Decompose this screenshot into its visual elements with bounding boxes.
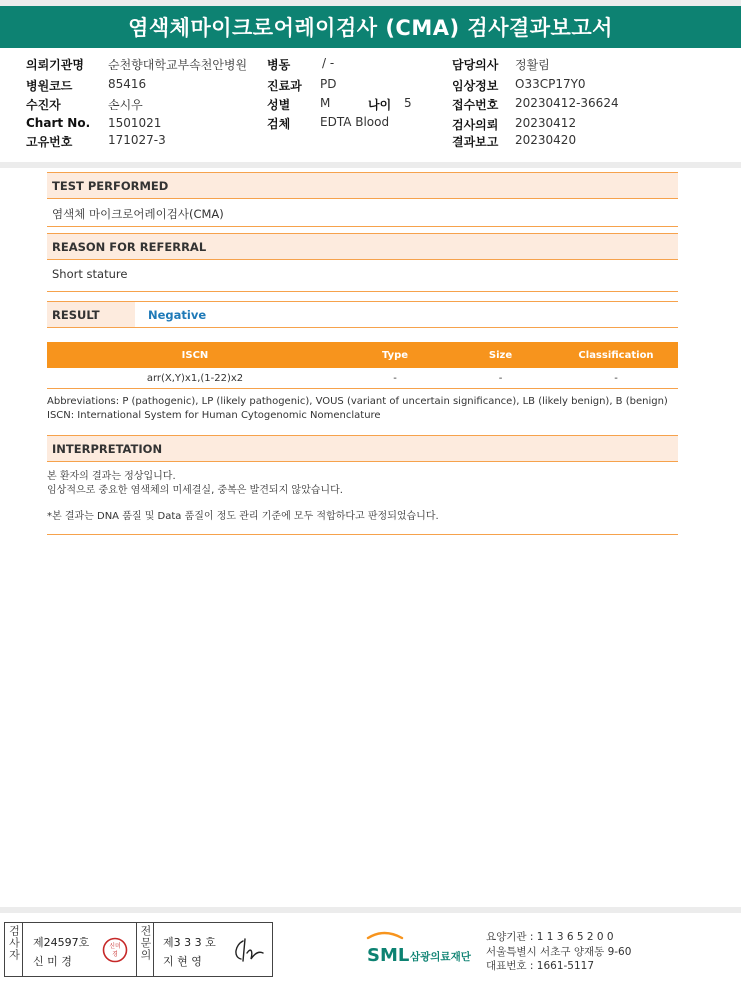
ward-label: 병동 xyxy=(267,58,291,72)
institution-phone: 대표번호 : 1661-5117 xyxy=(486,960,595,972)
report-title: 염색체마이크로어레이검사 (CMA) 검사결과보고서 xyxy=(128,16,613,40)
sml-logo xyxy=(364,930,484,970)
patient-info xyxy=(0,52,741,152)
examiner-name: 신 미 경 xyxy=(33,955,72,968)
result-label: RESULT xyxy=(47,302,135,327)
age-value: 5 xyxy=(404,96,412,110)
specimen-value: EDTA Blood xyxy=(320,115,390,129)
institution-address: 서울특별시 서초구 양재동 9-60 xyxy=(486,945,632,958)
abbreviations-line: Abbreviations: P (pathogenic), LP (likely pathogenic), VOUS (variant of uncertain significance), LB (likely benign), B (benign) xyxy=(47,396,668,407)
report-title-bar xyxy=(0,6,741,48)
handwritten-signature xyxy=(229,935,269,965)
referral-heading xyxy=(47,233,678,260)
classification-cell: - xyxy=(614,373,618,384)
logo-sml-text: SML xyxy=(367,945,410,966)
interpretation-heading xyxy=(47,435,678,462)
specimen-label: 검체 xyxy=(267,117,291,131)
section-divider xyxy=(47,291,678,292)
signature-box xyxy=(4,922,273,977)
institution-code: 요양기관 : 1 1 3 6 5 2 0 0 xyxy=(486,931,614,943)
logo-foundation-text: 삼광의료재단 xyxy=(410,951,471,963)
size-cell: - xyxy=(498,373,503,384)
referral-text: Short stature xyxy=(52,267,128,281)
hospital-label: 의뢰기관명 xyxy=(26,58,84,72)
unique-value: 171027-3 xyxy=(108,133,166,147)
abbreviations xyxy=(47,395,687,423)
chart-label: Chart No. xyxy=(26,116,91,130)
iscn-header-classification: Classification xyxy=(578,349,654,361)
unique-label: 고유번호 xyxy=(26,135,73,149)
section-divider xyxy=(47,534,678,535)
receipt-label: 접수번호 xyxy=(452,98,499,112)
test-performed-text: 염색체 마이크로어레이검사(CMA) xyxy=(52,207,224,221)
code-label: 병원코드 xyxy=(26,79,73,93)
receipt-value: 20230412-36624 xyxy=(515,96,619,110)
chart-value: 1501021 xyxy=(108,116,162,130)
iscn-table-header xyxy=(47,342,678,368)
section-divider xyxy=(47,226,678,227)
test-performed-heading xyxy=(47,172,678,199)
referral-title: REASON FOR REFERRAL xyxy=(52,239,207,254)
iscn-definition-line: ISCN: International System for Human Cytogenomic Nomenclature xyxy=(47,410,381,421)
examiner-license: 제24597호 xyxy=(33,936,90,949)
seal-text-bottom: 경 xyxy=(112,951,118,958)
iscn-header-type: Type xyxy=(381,349,409,361)
interpretation-line: 임상적으로 중요한 염색체의 미세결실, 중복은 발견되지 않았습니다. xyxy=(47,485,343,496)
quality-note: *본 결과는 DNA 품질 및 Data 품질이 정도 관리 기준에 모두 적합하다고 판정되었습니다. xyxy=(47,511,439,522)
table-row xyxy=(47,369,678,389)
sex-value: M xyxy=(320,96,331,110)
examinee-value: 손시우 xyxy=(108,98,143,112)
type-cell: - xyxy=(393,373,397,384)
code-value: 85416 xyxy=(108,77,147,91)
sex-label: 성별 xyxy=(267,98,291,112)
report-label: 결과보고 xyxy=(452,135,499,149)
ward-value: / - xyxy=(322,56,335,70)
bottom-strip xyxy=(0,907,741,913)
clinical-label: 임상정보 xyxy=(452,79,499,93)
clinical-value: O33CP17Y0 xyxy=(515,77,586,91)
specialist-license: 제3 3 3 호 xyxy=(163,936,216,949)
examiner-label-text: 검사자 xyxy=(7,925,21,961)
dept-label: 진료과 xyxy=(267,79,302,93)
seal-text-top: 신미 xyxy=(109,943,121,950)
iscn-cell: arr(X,Y)x1,(1-22)x2 xyxy=(146,373,244,384)
hospital-value: 순천향대학교부속천안병원 xyxy=(108,58,248,72)
doctor-label: 담당의사 xyxy=(452,58,499,72)
info-divider xyxy=(0,162,741,168)
interpretation-title: INTERPRETATION xyxy=(52,441,163,456)
test-performed-title: TEST PERFORMED xyxy=(52,178,169,193)
request-value: 20230412 xyxy=(515,116,577,130)
seal-stamp xyxy=(102,937,128,963)
institution-info xyxy=(486,930,631,974)
examiner-label xyxy=(5,923,23,976)
interpretation-line: 본 환자의 결과는 정상입니다. xyxy=(47,471,176,482)
examinee-label: 수진자 xyxy=(26,98,61,112)
iscn-header-iscn: ISCN xyxy=(181,349,209,361)
request-label: 검사의뢰 xyxy=(452,118,499,132)
logo-arc xyxy=(368,933,402,938)
doctor-value: 정활림 xyxy=(515,58,550,72)
specialist-label-text: 전문의 xyxy=(139,925,152,961)
age-label: 나이 xyxy=(368,98,392,112)
report-value: 20230420 xyxy=(515,133,577,147)
interpretation-text xyxy=(47,470,678,524)
specialist-name: 지 현 영 xyxy=(163,955,202,968)
result-row xyxy=(47,301,678,328)
specialist-label xyxy=(136,923,154,976)
dept-value: PD xyxy=(320,77,337,91)
result-value: Negative xyxy=(148,307,207,322)
iscn-header-size: Size xyxy=(488,349,513,361)
